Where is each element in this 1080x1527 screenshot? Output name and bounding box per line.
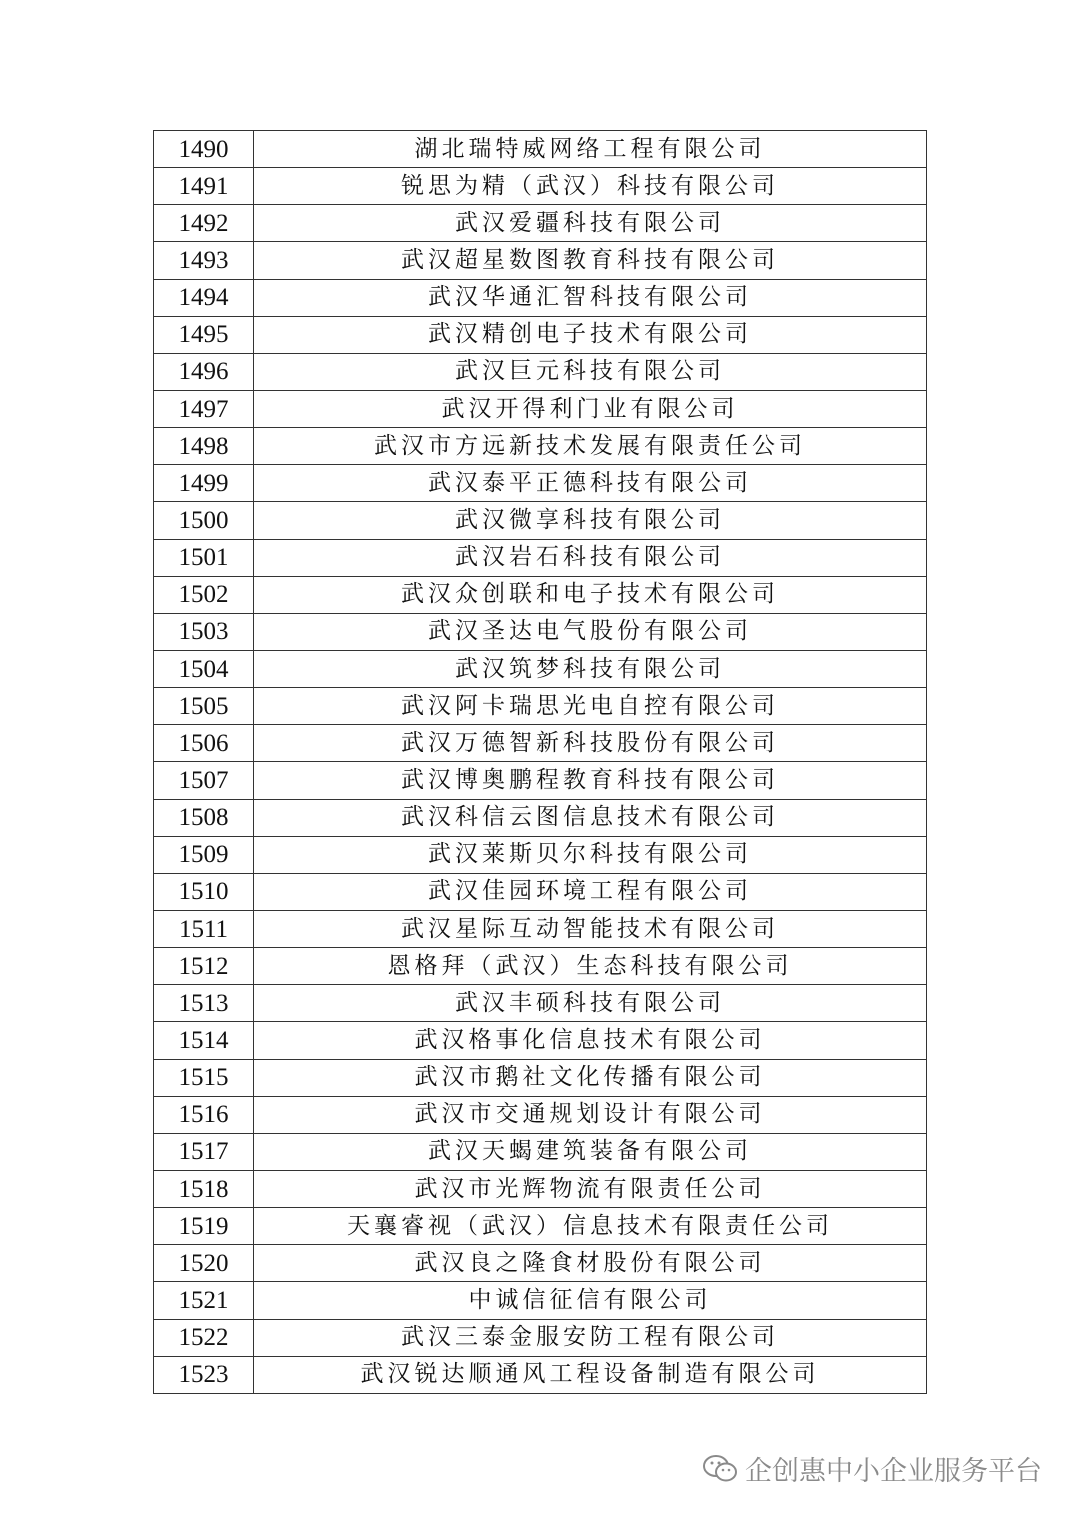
row-number: 1518: [154, 1170, 254, 1207]
row-number: 1511: [154, 910, 254, 947]
row-number: 1492: [154, 205, 254, 242]
table-body: [154, 131, 927, 1394]
row-number: 1516: [154, 1096, 254, 1133]
company-name: 武汉开得利门业有限公司: [254, 390, 927, 427]
table-row: [154, 1022, 927, 1059]
row-number: 1510: [154, 873, 254, 910]
company-name: 武汉巨元科技有限公司: [254, 353, 927, 390]
table-row: [154, 428, 927, 465]
row-number: 1505: [154, 688, 254, 725]
row-number: 1490: [154, 131, 254, 168]
table-row: [154, 613, 927, 650]
row-number: 1495: [154, 316, 254, 353]
table-row: [154, 762, 927, 799]
company-name: 武汉微享科技有限公司: [254, 502, 927, 539]
table-row: [154, 316, 927, 353]
row-number: 1494: [154, 279, 254, 316]
table-row: [154, 1356, 927, 1393]
row-number: 1502: [154, 576, 254, 613]
row-number: 1512: [154, 948, 254, 985]
row-number: 1506: [154, 725, 254, 762]
company-list-table: [153, 130, 927, 1394]
company-name: 武汉圣达电气股份有限公司: [254, 613, 927, 650]
company-name: 武汉市交通规划设计有限公司: [254, 1096, 927, 1133]
company-name: 武汉天蝎建筑装备有限公司: [254, 1133, 927, 1170]
table-row: [154, 910, 927, 947]
table-row: [154, 688, 927, 725]
row-number: 1507: [154, 762, 254, 799]
table-row: [154, 131, 927, 168]
row-number: 1497: [154, 390, 254, 427]
company-name: 武汉市方远新技术发展有限责任公司: [254, 428, 927, 465]
row-number: 1508: [154, 799, 254, 836]
company-name: 武汉泰平正德科技有限公司: [254, 465, 927, 502]
table-row: [154, 948, 927, 985]
row-number: 1520: [154, 1245, 254, 1282]
company-name: 武汉莱斯贝尔科技有限公司: [254, 836, 927, 873]
company-name: 锐思为精（武汉）科技有限公司: [254, 168, 927, 205]
table-row: [154, 1059, 927, 1096]
row-number: 1491: [154, 168, 254, 205]
row-number: 1523: [154, 1356, 254, 1393]
company-name: 武汉众创联和电子技术有限公司: [254, 576, 927, 613]
company-name: 武汉市光辉物流有限责任公司: [254, 1170, 927, 1207]
row-number: 1500: [154, 502, 254, 539]
row-number: 1513: [154, 985, 254, 1022]
table-row: [154, 205, 927, 242]
table-row: [154, 168, 927, 205]
row-number: 1514: [154, 1022, 254, 1059]
table-row: [154, 725, 927, 762]
company-name: 武汉爱疆科技有限公司: [254, 205, 927, 242]
row-number: 1509: [154, 836, 254, 873]
table-row: [154, 836, 927, 873]
row-number: 1498: [154, 428, 254, 465]
row-number: 1503: [154, 613, 254, 650]
table-row: [154, 353, 927, 390]
table-row: [154, 465, 927, 502]
wechat-icon: [701, 1453, 739, 1485]
row-number: 1493: [154, 242, 254, 279]
table-row: [154, 650, 927, 687]
table-row: [154, 1245, 927, 1282]
row-number: 1504: [154, 650, 254, 687]
table-row: [154, 539, 927, 576]
company-name: 武汉锐达顺通风工程设备制造有限公司: [254, 1356, 927, 1393]
company-name: 武汉万德智新科技股份有限公司: [254, 725, 927, 762]
row-number: 1517: [154, 1133, 254, 1170]
company-name: 武汉科信云图信息技术有限公司: [254, 799, 927, 836]
company-name: 恩格拜（武汉）生态科技有限公司: [254, 948, 927, 985]
company-name: 湖北瑞特威网络工程有限公司: [254, 131, 927, 168]
table-row: [154, 1208, 927, 1245]
company-name: 武汉佳园环境工程有限公司: [254, 873, 927, 910]
table-row: [154, 985, 927, 1022]
table-row: [154, 279, 927, 316]
company-name: 天襄睿视（武汉）信息技术有限责任公司: [254, 1208, 927, 1245]
row-number: 1496: [154, 353, 254, 390]
company-name: 武汉三泰金服安防工程有限公司: [254, 1319, 927, 1356]
company-name: 中诚信征信有限公司: [254, 1282, 927, 1319]
company-name: 武汉超星数图教育科技有限公司: [254, 242, 927, 279]
row-number: 1521: [154, 1282, 254, 1319]
company-name: 武汉阿卡瑞思光电自控有限公司: [254, 688, 927, 725]
row-number: 1501: [154, 539, 254, 576]
company-name: 武汉华通汇智科技有限公司: [254, 279, 927, 316]
table-row: [154, 1133, 927, 1170]
table-row: [154, 502, 927, 539]
company-name: 武汉筑梦科技有限公司: [254, 650, 927, 687]
row-number: 1522: [154, 1319, 254, 1356]
row-number: 1499: [154, 465, 254, 502]
row-number: 1515: [154, 1059, 254, 1096]
table-row: [154, 390, 927, 427]
table-row: [154, 1282, 927, 1319]
table-row: [154, 799, 927, 836]
company-name: 武汉丰硕科技有限公司: [254, 985, 927, 1022]
table-row: [154, 1170, 927, 1207]
table-row: [154, 242, 927, 279]
company-name: 武汉精创电子技术有限公司: [254, 316, 927, 353]
company-name: 武汉良之隆食材股份有限公司: [254, 1245, 927, 1282]
company-name: 武汉市鹅社文化传播有限公司: [254, 1059, 927, 1096]
table-row: [154, 1319, 927, 1356]
company-name: 武汉博奥鹏程教育科技有限公司: [254, 762, 927, 799]
table-row: [154, 576, 927, 613]
watermark-text: 企创惠中小企业服务平台: [745, 1456, 1042, 1487]
company-name: 武汉岩石科技有限公司: [254, 539, 927, 576]
company-name: 武汉格事化信息技术有限公司: [254, 1022, 927, 1059]
company-name: 武汉星际互动智能技术有限公司: [254, 910, 927, 947]
watermark: [701, 1449, 1042, 1488]
table-row: [154, 1096, 927, 1133]
row-number: 1519: [154, 1208, 254, 1245]
table-row: [154, 873, 927, 910]
